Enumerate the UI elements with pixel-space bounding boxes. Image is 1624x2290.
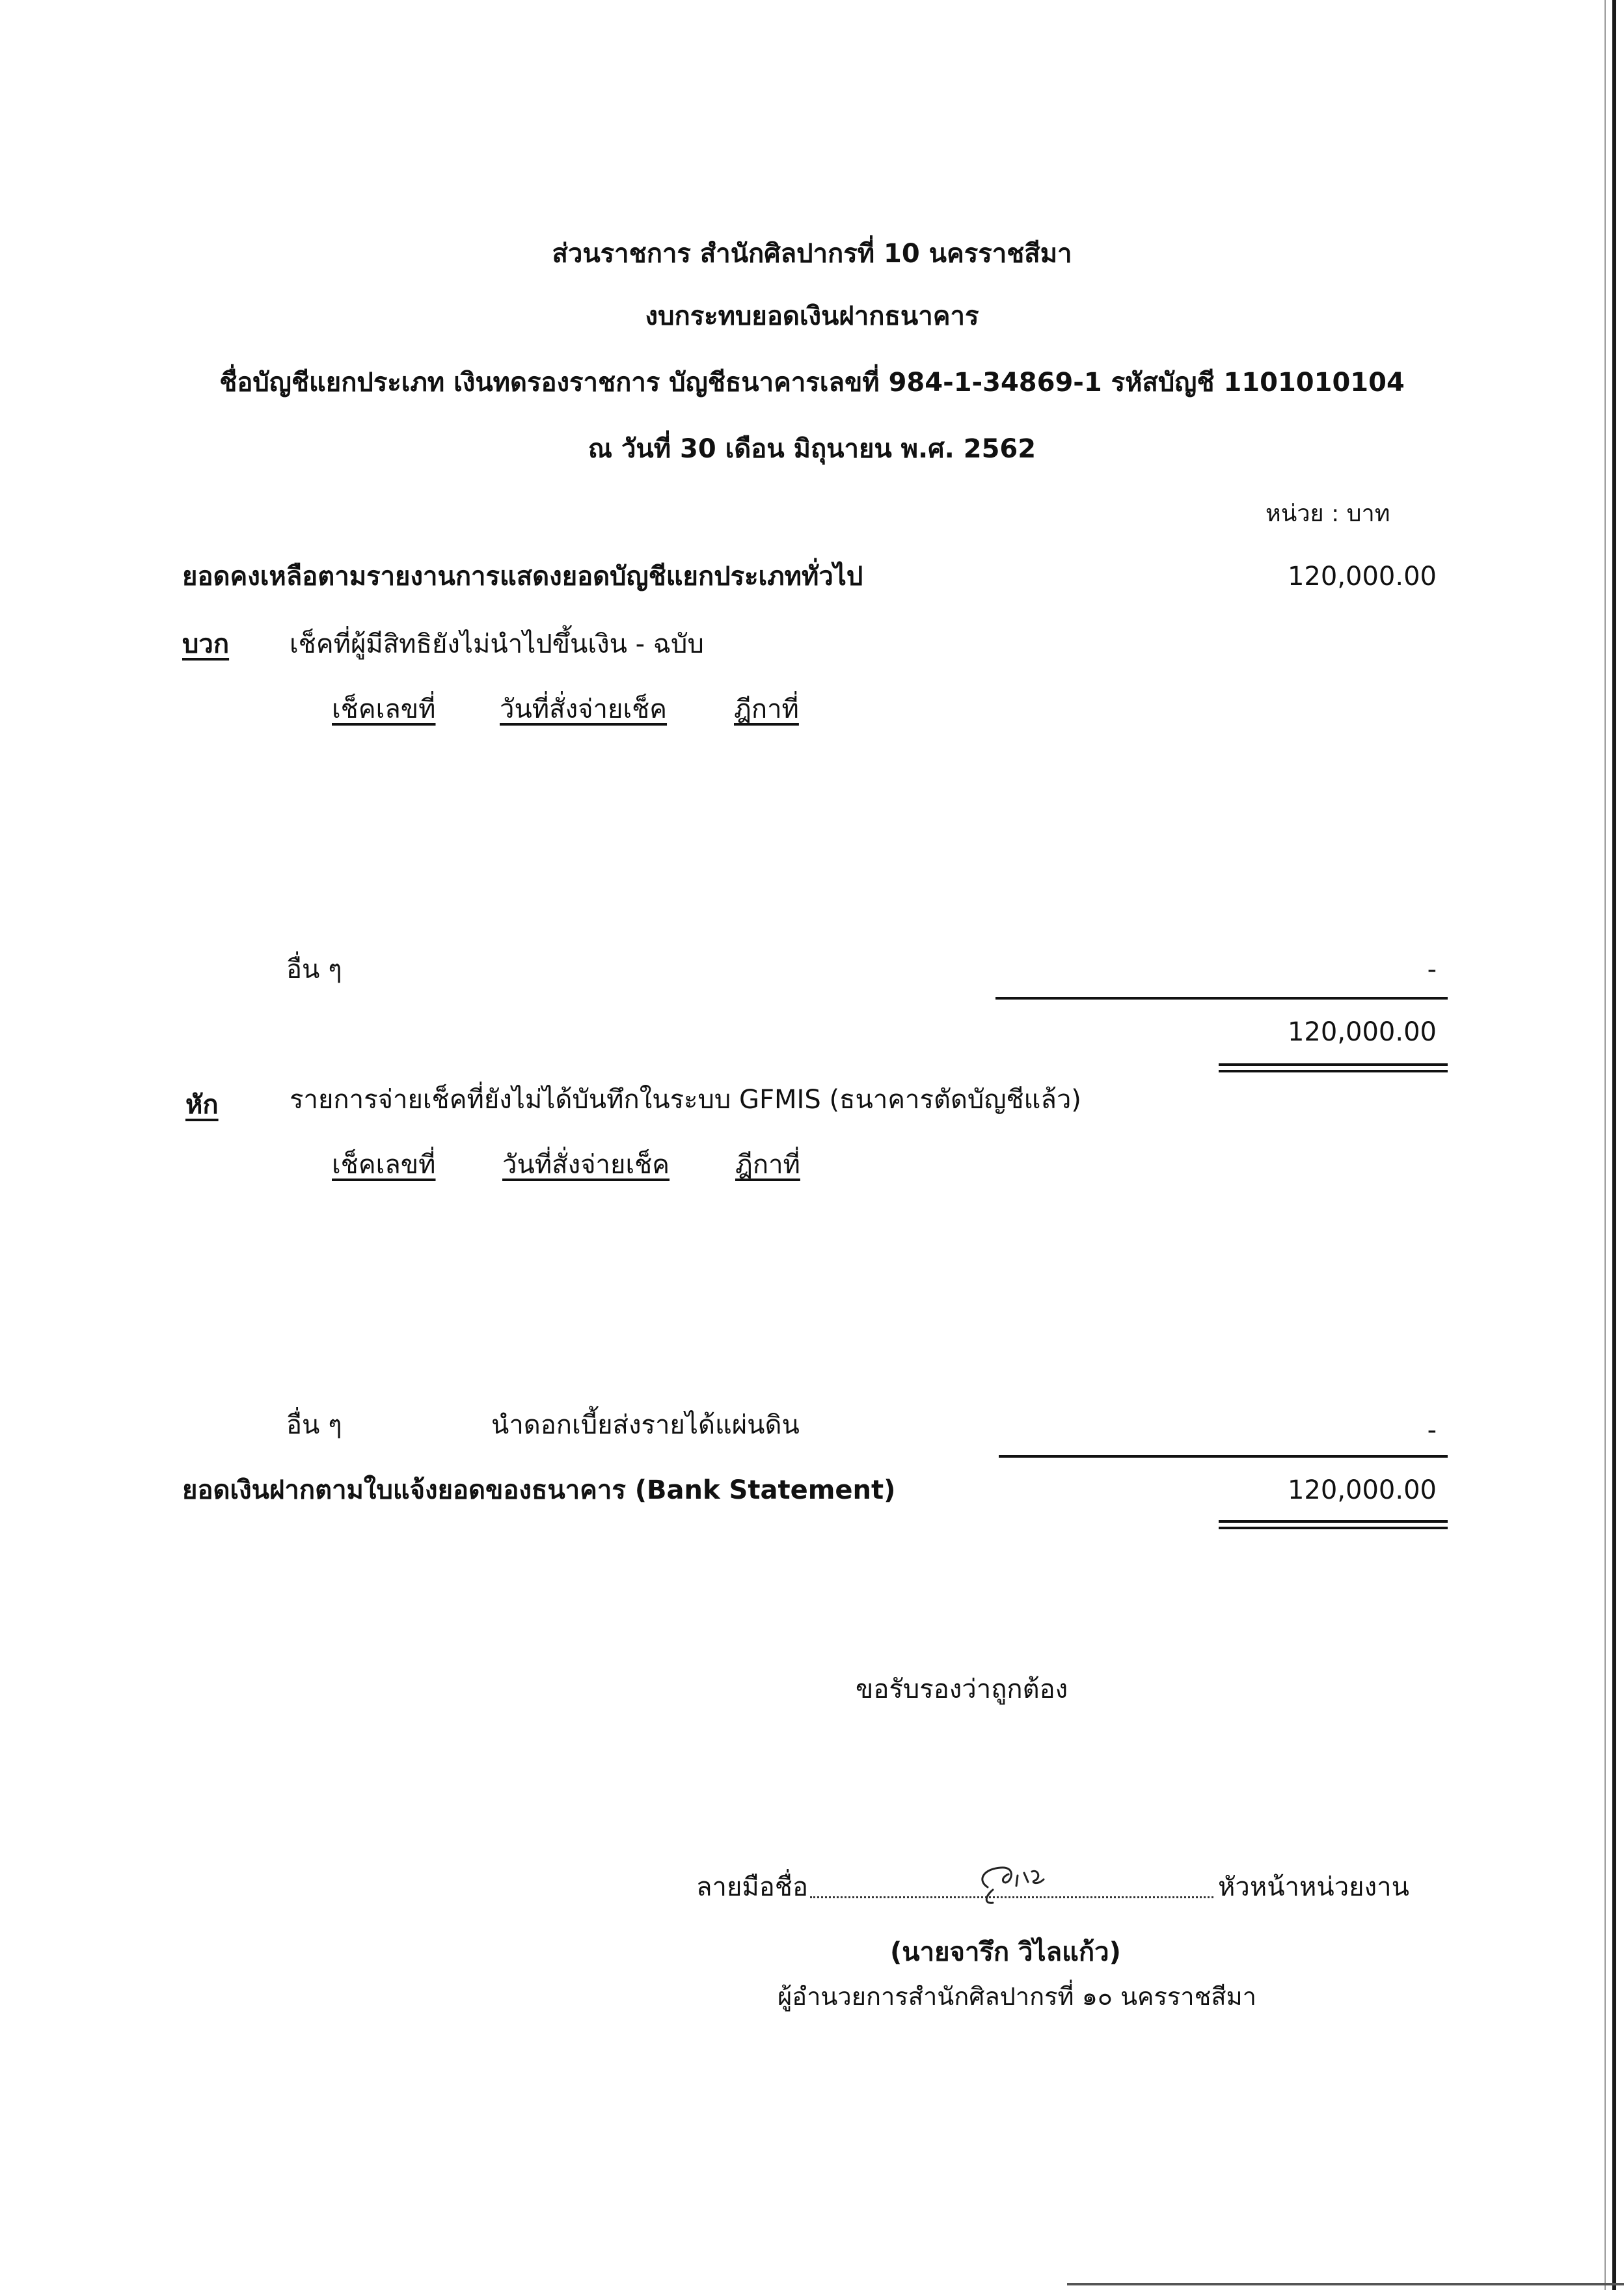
bank-statement-amount: 120,000.00 xyxy=(1287,1475,1437,1505)
statement-double-rule xyxy=(1219,1520,1448,1529)
handwritten-signature xyxy=(969,1856,1067,1908)
document-title: งบกระทบยอดเงินฝากธนาคาร xyxy=(645,301,979,331)
date-line: ณ วันที่ 30 เดือน มิถุนายน พ.ศ. 2562 xyxy=(588,434,1036,464)
signer-title: ผู้อำนวยการสำนักศิลปากรที่ ๑๐ นครราชสีมา xyxy=(778,1982,1257,2011)
deduct-description: รายการจ่ายเช็คที่ยังไม่ได้บันทึกในระบบ GFMIS (ธนาคารตัดบัญชีแล้ว) xyxy=(290,1085,1081,1115)
add-other-amount: - xyxy=(1427,955,1437,985)
deduct-other-label: อื่น ๆ xyxy=(286,1410,342,1440)
add-col-check-number: เช็คเลขที่ xyxy=(332,694,436,724)
signer-name: (นายจารึก วิไลแก้ว) xyxy=(890,1937,1121,1967)
add-subtotal: 120,000.00 xyxy=(1287,1017,1437,1047)
add-col-voucher: ฎีกาที่ xyxy=(734,694,799,724)
unit-label: หน่วย : บาท xyxy=(1265,500,1390,527)
scan-edge-bottom xyxy=(1067,2283,1624,2285)
add-heading: บวก xyxy=(182,629,230,659)
subtotal-double-rule xyxy=(1219,1063,1448,1072)
statement-rule xyxy=(999,1455,1448,1458)
account-line: ชื่อบัญชีแยกประเภท เงินทดรองราชการ บัญชีธนาคารเลขที่ 984-1-34869-1 รหัสบัญชี 1101010104 xyxy=(219,368,1405,398)
add-col-check-date: วันที่สั่งจ่ายเช็ค xyxy=(500,694,668,724)
agency-title: ส่วนราชการ สำนักศิลปากรที่ 10 นครราชสีมา xyxy=(552,239,1072,269)
add-description: เช็คที่ผู้มีสิทธิยังไม่นำไปขึ้นเงิน - ฉบับ xyxy=(290,629,704,659)
balance-label: ยอดคงเหลือตามรายงานการแสดงยอดบัญชีแยกประเภททั่วไป xyxy=(182,562,863,592)
deduct-col-voucher: ฎีกาที่ xyxy=(735,1150,800,1180)
scan-edge xyxy=(1604,0,1606,2290)
bank-statement-label: ยอดเงินฝากตามใบแจ้งยอดของธนาคาร (Bank Statement) xyxy=(182,1475,896,1505)
signature-label: ลายมือชื่อ xyxy=(696,1872,808,1902)
deduct-col-check-date: วันที่สั่งจ่ายเช็ค xyxy=(502,1150,670,1180)
add-other-label: อื่น ๆ xyxy=(286,955,342,985)
deduct-heading: หัก xyxy=(185,1090,219,1120)
subtotal-rule xyxy=(995,997,1448,1000)
deduct-col-check-number: เช็คเลขที่ xyxy=(332,1150,436,1180)
signature-role: หัวหน้าหน่วยงาน xyxy=(1218,1872,1409,1902)
deduct-other-note: นำดอกเบี้ยส่งรายได้แผ่นดิน xyxy=(491,1410,800,1440)
deduct-other-amount: - xyxy=(1427,1415,1437,1445)
certification-statement: ขอรับรองว่าถูกต้อง xyxy=(856,1674,1068,1704)
balance-amount: 120,000.00 xyxy=(1287,562,1437,592)
scan-edge-dark xyxy=(1612,0,1616,2290)
